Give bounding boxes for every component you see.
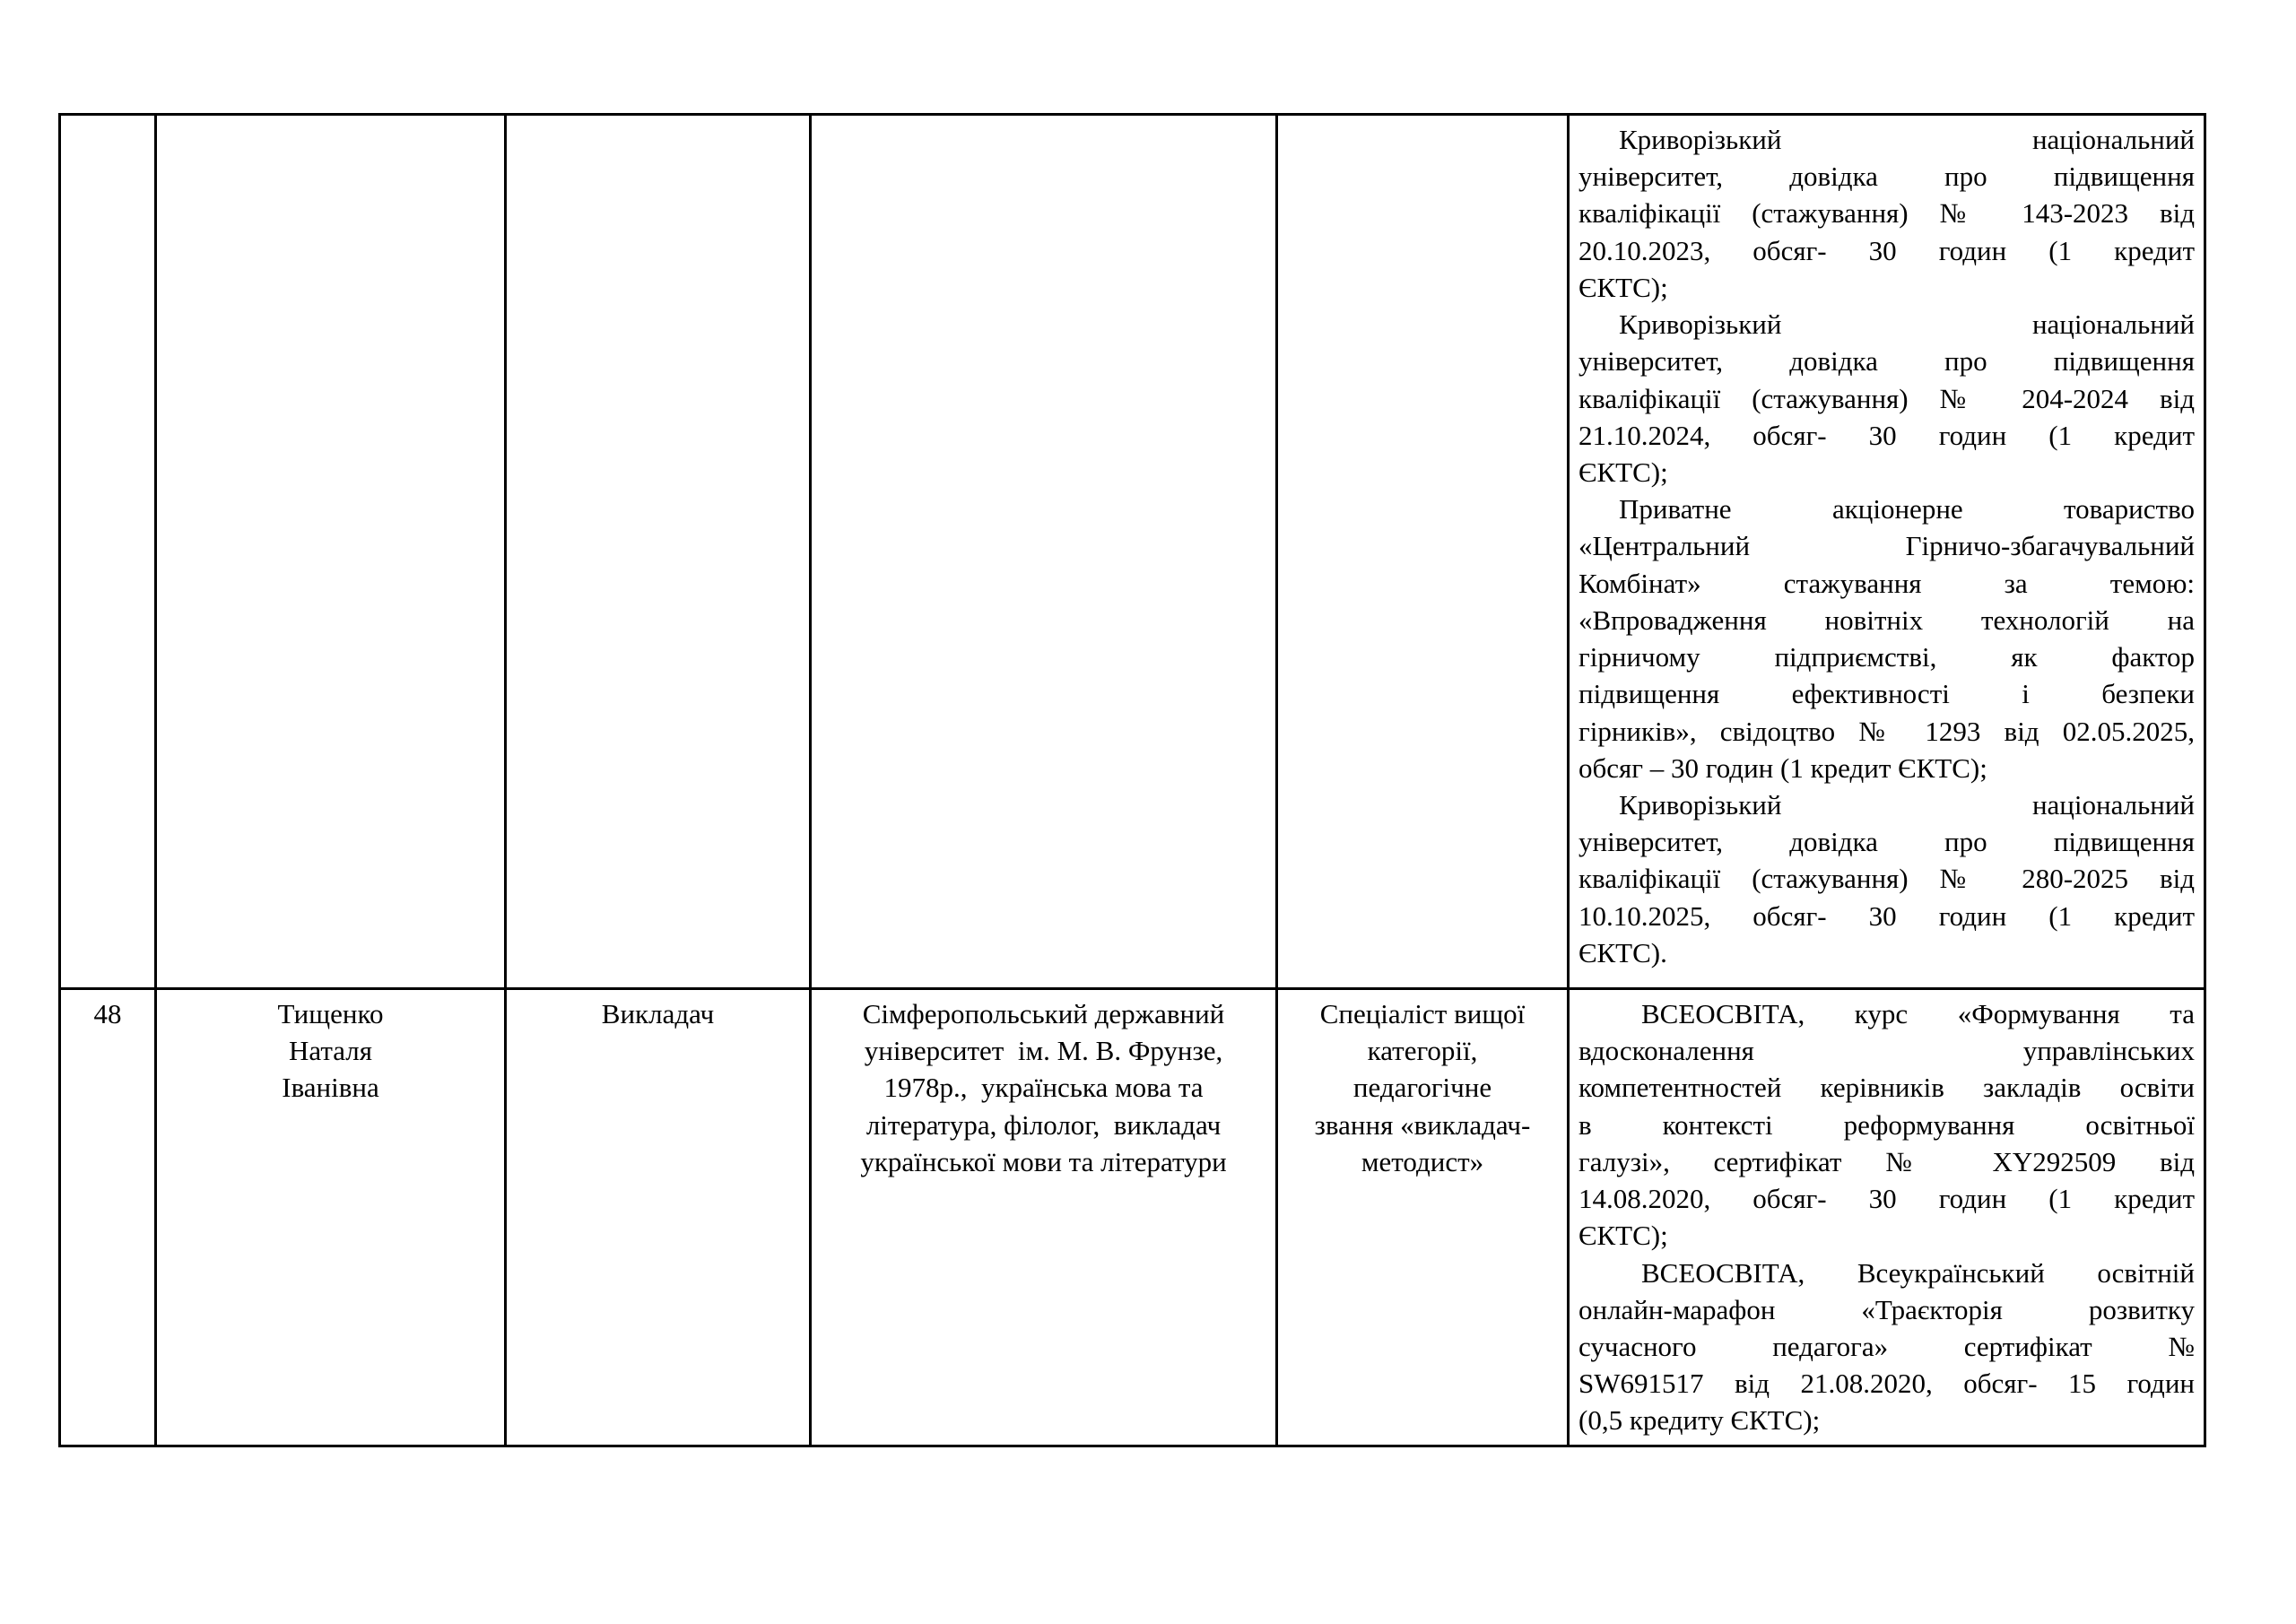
text-line: педагогічне: [1352, 1072, 1492, 1104]
text-line: гірничому підприємстві, як фактор: [1578, 641, 2195, 673]
table-row-continuation: [60, 115, 2205, 989]
text-line: 14.08.2020, обсяг- 30 годин (1 кредит: [1578, 1183, 2195, 1215]
text-line: Викладач: [601, 998, 715, 1029]
cell-education: [811, 115, 1277, 989]
text-line: 20.10.2023, обсяг- 30 годин (1 кредит: [1578, 234, 2195, 266]
text-line: кваліфікації (стажування) № 280-2025 від: [1578, 863, 2195, 895]
cell-education: [811, 989, 1277, 1446]
text-line: обсяг – 30 годин (1 кредит ЄКТС);: [1578, 751, 1987, 784]
text-line: Приватне акціонерне товариство: [1619, 493, 2195, 525]
text-line: «Впровадження новітніх технологій на: [1578, 604, 2195, 636]
text-line: в контексті реформування освітньої: [1578, 1108, 2195, 1141]
text-line: ЄКТС);: [1578, 1220, 1668, 1252]
text-line: кваліфікації (стажування) № 143-2023 від: [1578, 197, 2195, 230]
text-line: Іванівна: [282, 1072, 379, 1104]
text-line: кваліфікації (стажування) № 204-2024 від: [1578, 382, 2195, 414]
text-line: Тищенко: [277, 998, 384, 1029]
cell-name: [156, 115, 506, 989]
text-line: ВСЕОСВІТА, Всеукраїнський освітній: [1641, 1256, 2195, 1289]
text-line: Криворізький національний: [1619, 788, 2195, 821]
text-line: ЄКТС);: [1578, 456, 1668, 488]
cell-qualification: [1569, 115, 2205, 989]
cell-position: [506, 115, 811, 989]
text-line: (0,5 кредиту ЄКТС);: [1578, 1404, 1821, 1437]
paragraph: [1578, 121, 2195, 306]
text-line: ВСЕОСВІТА, курс «Формування та: [1641, 998, 2195, 1029]
cell-qualification: [1569, 989, 2205, 1446]
paragraph: [1578, 491, 2195, 786]
cell-category: [1277, 989, 1569, 1446]
paragraph: [1578, 306, 2195, 491]
cell-number: 48: [60, 989, 156, 1446]
text-line: сучасного педагога» сертифікат №: [1578, 1330, 2195, 1362]
cell-category: [1277, 115, 1569, 989]
paragraph: [1578, 1255, 2195, 1439]
qualification-table: [58, 113, 2206, 1447]
text-line: література, філолог, викладач: [865, 1108, 1222, 1141]
paragraph: [1578, 786, 2195, 971]
text-line: університет ім. М. В. Фрунзе,: [864, 1035, 1223, 1067]
text-line: університет, довідка про підвищення: [1578, 345, 2195, 378]
text-line: Криворізький національний: [1619, 124, 2195, 155]
text-line: категорії,: [1367, 1035, 1478, 1067]
text-line: «Центральний Гірничо-збагачувальний: [1578, 530, 2195, 562]
text-line: галузі», сертифікат № XY292509 від: [1578, 1145, 2195, 1177]
text-line: SW691517 від 21.08.2020, обсяг- 15 годин: [1578, 1368, 2195, 1400]
text-line: 10.10.2025, обсяг- 30 годин (1 кредит: [1578, 899, 2195, 932]
text-line: університет, довідка про підвищення: [1578, 161, 2195, 193]
text-line: 1978р., українська мова та: [883, 1072, 1204, 1104]
cell-number: [60, 115, 156, 989]
text-line: методист»: [1361, 1145, 1484, 1177]
text-line: вдосконалення управлінських: [1578, 1035, 2195, 1067]
text-line: гірників», свідоцтво № 1293 від 02.05.2025,: [1578, 715, 2195, 747]
text-line: ЄКТС);: [1578, 271, 1668, 303]
text-line: Сімферопольський державний: [862, 998, 1225, 1029]
paragraph: [1578, 995, 2195, 1255]
text-line: звання «викладач-: [1314, 1108, 1531, 1141]
text-line: онлайн-марафон «Траєкторія розвитку: [1578, 1293, 2195, 1325]
text-line: Наталя: [288, 1035, 373, 1067]
text-line: Комбінат» стажування за темою:: [1578, 567, 2195, 599]
text-line: підвищення ефективності і безпеки: [1578, 678, 2195, 710]
text-line: ЄКТС).: [1578, 936, 1667, 968]
text-line: 21.10.2024, обсяг- 30 годин (1 кредит: [1578, 419, 2195, 451]
text-line: української мови та літератури: [860, 1145, 1227, 1177]
text-line: Криворізький національний: [1619, 308, 2195, 341]
text-line: університет, довідка про підвищення: [1578, 826, 2195, 858]
cell-position: [506, 989, 811, 1446]
text-line: компетентностей керівників закладів освіти: [1578, 1072, 2195, 1104]
cell-name: [156, 989, 506, 1446]
table-row-48: [60, 989, 2205, 1446]
text-line: Спеціаліст вищої: [1319, 998, 1526, 1029]
